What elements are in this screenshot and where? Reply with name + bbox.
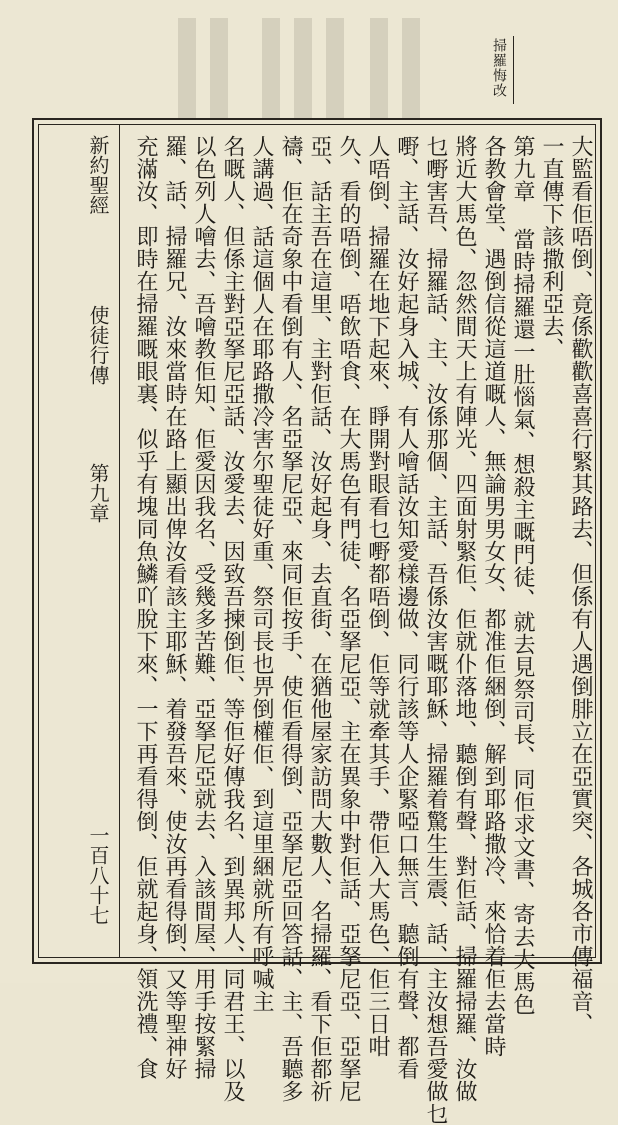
text-area <box>38 124 596 1125</box>
text-column-10: 亞、話主吾在這里、主對佢話、汝好起身、去直街、在猶他屋家訪問大數人、名掃羅、看下佢都祈 <box>307 135 332 1103</box>
text-column-12: 人講過、話這個人在耶路撒冷害尔聖徒好重、祭司長也畀倒權佢、到這里綑就所有呼喊主 <box>249 135 274 1013</box>
text-column-7: 嘢、主話、汝好起身入城、有人噲話汝知愛樣邊做、同行該等人企緊啞口無言、聽倒有聲、都看 <box>394 135 419 1080</box>
show-through-ink <box>170 18 430 118</box>
running-head <box>84 135 112 955</box>
text-column-15: 羅、話、掃羅兄、汝來當時在路上顯出俾汝看該主耶穌、着發吾來、使汝再看得倒、又等聖神好 <box>162 135 187 1080</box>
text-column-1: 大監看佢唔倒、竟係歡歡喜喜行緊其路去、但係有人遇倒腓立在亞實突、各城各市傳福音、 <box>568 135 593 1035</box>
text-column-14: 以色列人噲去、吾噲教佢知、佢愛因我名、受幾多苦難、亞拏尼亞就去、入該間屋、用手按緊掃 <box>191 135 216 1080</box>
running-head-rule <box>119 125 120 957</box>
text-column-4: 各教會堂、遇倒信從這道嘅人、無論男男女女、都准佢綑倒、解到耶路撒冷、來恰着佢去當時 <box>481 135 506 1058</box>
running-head-chapter: 第九章 <box>86 463 110 523</box>
text-column-13: 名嘅人、但係主對亞拏尼亞話、汝愛去、因致吾揀倒佢、等佢好傳我名、到異邦人、同君王、以及 <box>220 135 245 1103</box>
page-number: 一百八十七 <box>86 825 110 925</box>
margin-title: 掃羅悔改 <box>491 38 507 98</box>
margin-title-rule <box>513 36 514 104</box>
text-column-9: 久、看的唔倒、唔飲唔食、在大馬色有門徒、名亞拏尼亞、主在異象中對佢話、亞拏尼亞、亞拏尼 <box>336 135 361 1103</box>
text-column-16: 充滿汝、即時在掃羅嘅眼裏、似乎有塊同魚鱗吖脫下來、一下再看得倒、佢就起身、領洗禮、食 <box>133 135 158 1080</box>
running-head-section: 使徒行傳 <box>86 305 110 385</box>
text-column-5: 將近大馬色、忽然間天上有陣光、四面射緊佢、佢就仆落地、聽倒有聲、對佢話、掃羅掃羅、汝做 <box>452 135 477 1103</box>
text-frame <box>32 118 602 1125</box>
text-column-2: 一直傳下該撒利亞去、 <box>539 135 564 360</box>
text-column-6: 乜嘢害吾、掃羅話、主、汝係那個、主話、吾係汝害嘅耶穌、掃羅着驚生生震、話、主汝想吾愛做乜 <box>423 135 448 1125</box>
text-column-3: 第九章 當時掃羅還一肚惱氣、想殺主嘅門徒、就去見祭司長、同佢求文書、寄去大馬色 <box>510 135 535 1016</box>
running-head-book: 新約聖經 <box>86 135 110 215</box>
text-column-11: 禱、佢在奇象中看倒有人、名亞拏尼亞、來同佢按手、使佢看得倒、亞拏尼亞回答話、主、吾聽多 <box>278 135 303 1103</box>
text-column-8: 人唔倒、掃羅在地下起來、睜開對眼看乜嘢都唔倒、佢等就牽其手、帶佢入大馬色、佢三日咁 <box>365 135 390 1058</box>
